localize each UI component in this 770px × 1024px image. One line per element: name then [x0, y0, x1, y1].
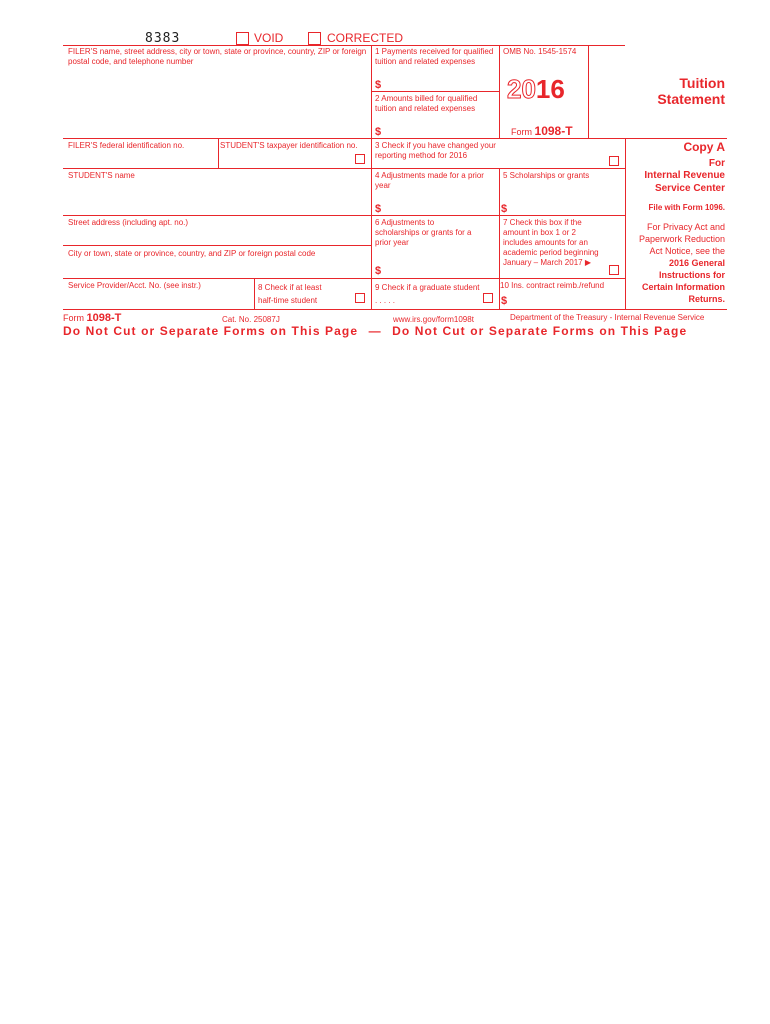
- form-id: [511, 124, 573, 138]
- corrected-label: CORRECTED: [327, 31, 404, 45]
- form-code: 8383: [145, 31, 181, 46]
- student-tin-field[interactable]: [220, 152, 350, 166]
- student-tin-checkbox[interactable]: [355, 154, 365, 164]
- tax-year-outline: 20: [507, 74, 536, 104]
- no-cut-warning: [63, 324, 727, 338]
- box10-field[interactable]: [510, 294, 622, 306]
- box5-label: 5 Scholarships or grants: [503, 171, 590, 180]
- box9-checkbox[interactable]: [483, 293, 493, 303]
- footer-form-name: 1098-T: [86, 312, 122, 324]
- box1-label: 1 Payments received for qualified tuition and related expenses: [375, 47, 494, 66]
- box6-label: 6 Adjustments to scholarships or grants for a prior year: [375, 218, 472, 247]
- corrected-checkbox[interactable]: [308, 32, 321, 45]
- city-state-zip-field[interactable]: [64, 261, 370, 276]
- service-provider-field[interactable]: [64, 292, 252, 307]
- box4-label: 4 Adjustments made for a prior year: [375, 171, 484, 190]
- copy-label: Copy A: [683, 140, 725, 154]
- cat-number: Cat. No. 25087J: [222, 315, 280, 324]
- no-cut-warning-dash: —: [368, 324, 382, 338]
- no-cut-warning-left: Do Not Cut or Separate Forms on This Page: [63, 324, 359, 338]
- street-address-field[interactable]: [64, 229, 370, 243]
- footer-form-id: [63, 312, 121, 324]
- box8-checkbox[interactable]: [355, 293, 365, 303]
- form-name: 1098-T: [534, 124, 573, 138]
- box3-label: 3 Check if you have changed your reporting method for 2016: [375, 141, 496, 160]
- irs-url[interactable]: www.irs.gov/form1098t: [393, 315, 474, 324]
- box10-label: 10 Ins. contract reimb./refund: [500, 281, 605, 290]
- student-name-field[interactable]: [64, 183, 370, 213]
- box8-label: 8 Check if at least half-time student: [258, 283, 322, 305]
- box6-dollar: $: [375, 265, 382, 277]
- box2-dollar: $: [375, 126, 382, 138]
- void-label: VOID: [254, 31, 284, 45]
- tax-year-bold: 16: [535, 74, 565, 104]
- city-state-zip-label: City or town, state or province, country, and ZIP or foreign postal code: [68, 249, 316, 258]
- box2-label: 2 Amounts billed for qualified tuition and related expenses: [375, 94, 478, 113]
- no-cut-warning-right: Do Not Cut or Separate Forms on This Page: [392, 324, 688, 338]
- form-title-line1: Tuition: [679, 75, 725, 91]
- box9-label: 9 Check if a graduate student . . . . .: [375, 283, 480, 305]
- box1-field[interactable]: [384, 79, 496, 91]
- box5-dollar: $: [501, 203, 508, 215]
- filer-name-field[interactable]: [64, 72, 370, 136]
- form-prefix: Form: [511, 127, 532, 137]
- box5-field[interactable]: [510, 202, 622, 214]
- box7-checkbox[interactable]: [609, 265, 619, 275]
- copy-irs-line1: Internal Revenue: [644, 170, 725, 181]
- student-tin-label: STUDENT'S taxpayer identification no.: [220, 141, 358, 150]
- box2-field[interactable]: [384, 125, 496, 137]
- box1-dollar: $: [375, 79, 382, 91]
- file-with-form: File with Form 1096.: [648, 203, 725, 212]
- student-name-label: STUDENT'S name: [68, 171, 135, 180]
- street-address-label: Street address (including apt. no.): [68, 218, 189, 227]
- filer-name-label: FILER'S name, street address, city or town, state or province, country, ZIP or foreign postal code, and telephone number: [68, 47, 367, 66]
- copy-irs-line2: Service Center: [654, 183, 725, 194]
- privacy-notice: For Privacy Act and Paperwork Reduction Act Notice, see the: [638, 222, 725, 256]
- service-provider-label: Service Provider/Acct. No. (see instr.): [68, 281, 201, 290]
- form-title-line2: Statement: [657, 91, 725, 107]
- box7-label: 7 Check this box if the amount in box 1 or 2 includes amounts for an academic period beginning January – March 2017 ▶: [503, 218, 599, 267]
- box4-field[interactable]: [384, 202, 496, 214]
- box3-checkbox[interactable]: [609, 156, 619, 166]
- filer-federal-id-field[interactable]: [64, 152, 216, 166]
- filer-federal-id-label: FILER'S federal identification no.: [68, 141, 185, 150]
- general-instructions: 2016 General Instructions for Certain Information Returns.: [641, 258, 725, 304]
- tax-year: [507, 75, 565, 103]
- department-name: Department of the Treasury - Internal Revenue Service: [510, 313, 705, 322]
- box10-dollar: $: [501, 295, 508, 307]
- footer-form-prefix: Form: [63, 313, 84, 323]
- void-checkbox[interactable]: [236, 32, 249, 45]
- omb-number: OMB No. 1545-1574: [503, 47, 577, 56]
- copy-for: For: [708, 158, 725, 169]
- box6-field[interactable]: [384, 264, 496, 276]
- box4-dollar: $: [375, 203, 382, 215]
